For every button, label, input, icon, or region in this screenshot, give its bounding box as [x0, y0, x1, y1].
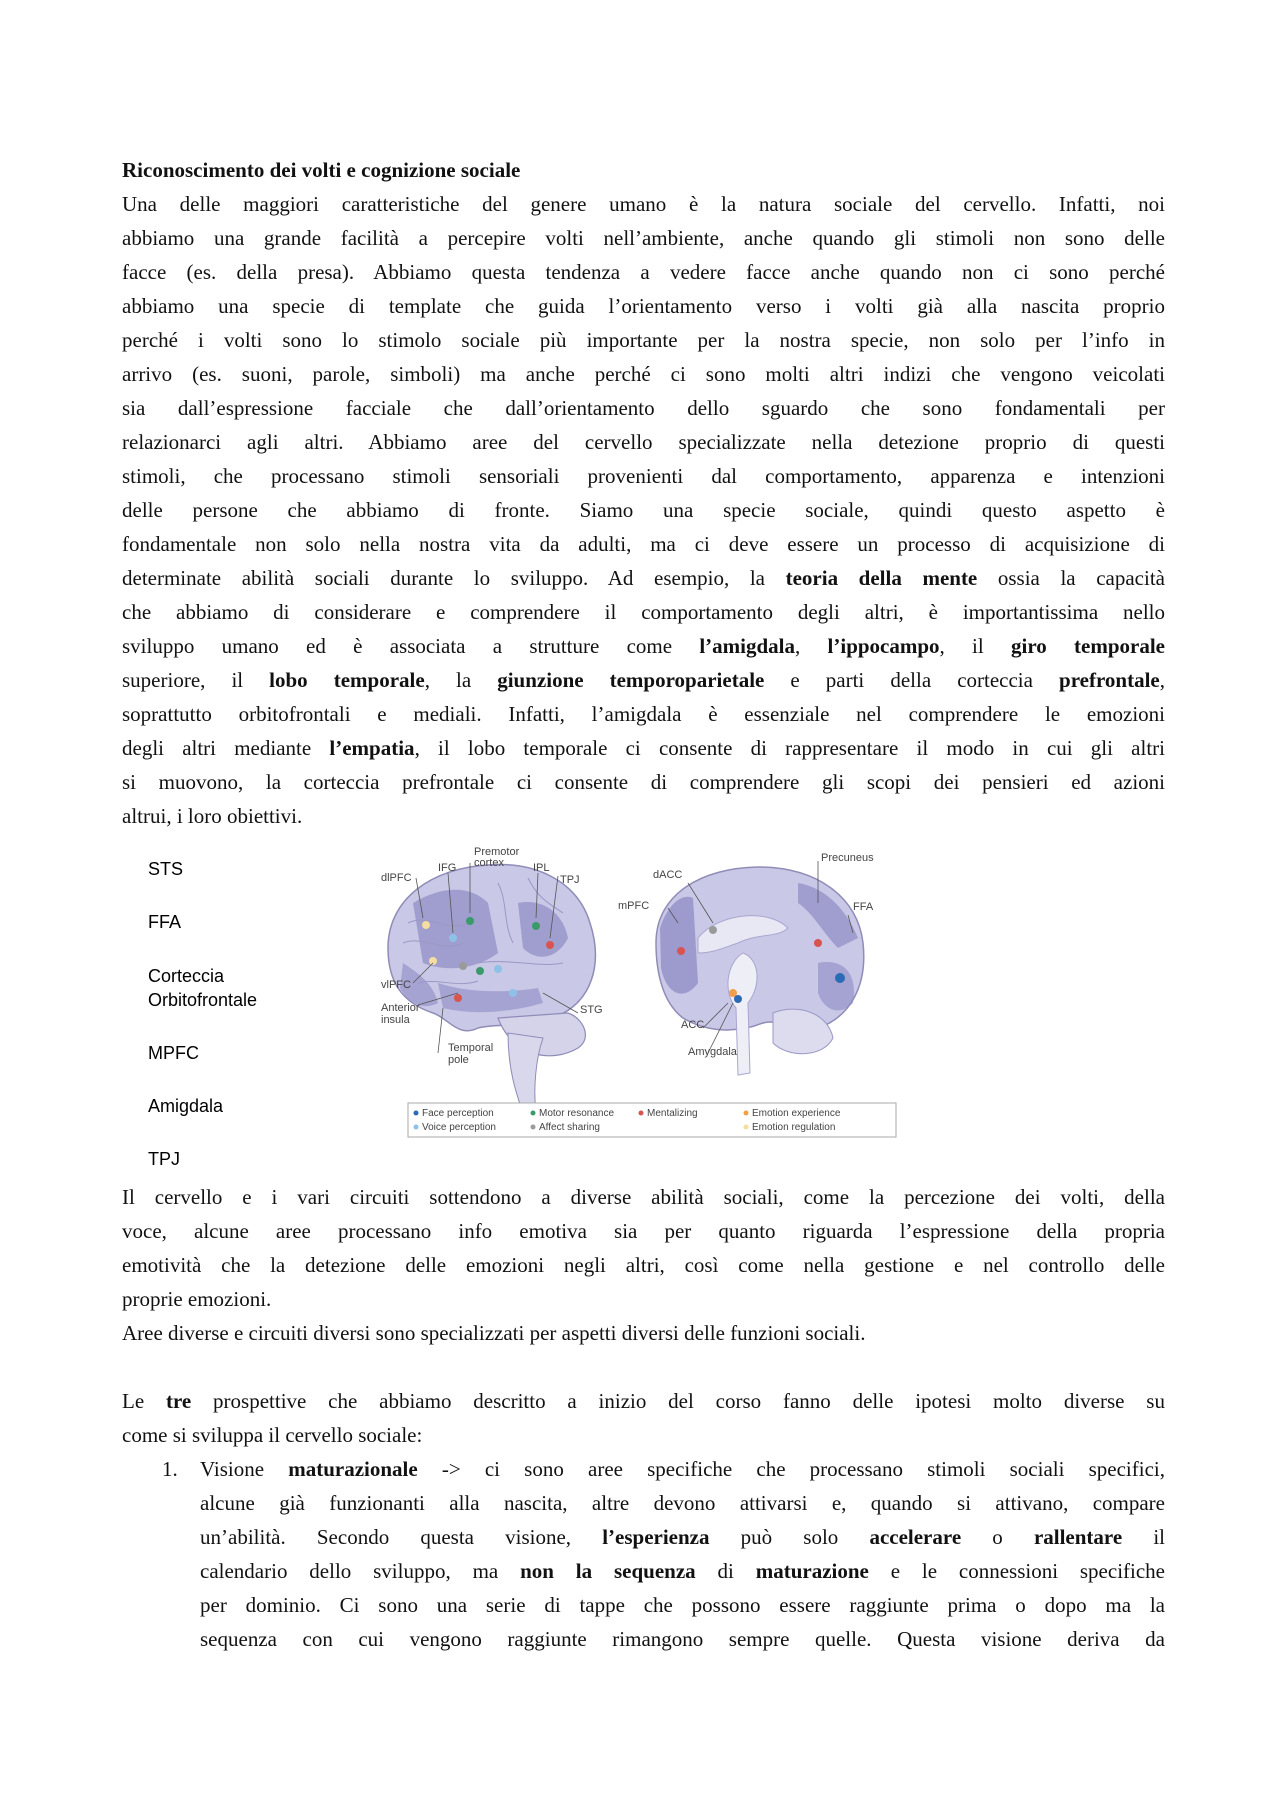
text-line: si muovono, la corteccia prefrontale ci consente di comprendere gli scopi dei pensieri ed azioni	[122, 770, 1165, 794]
list-item	[122, 1452, 1165, 1656]
text-line: un’abilità. Secondo questa visione, l’esperienza può solo accelerare o rallentare il	[200, 1525, 1165, 1549]
legend-mentalizing: Mentalizing	[647, 1108, 698, 1119]
text-line: sequenza con cui vengono raggiunte rimangono sempre quelle. Questa visione deriva da	[200, 1627, 1165, 1651]
label-amigdala: Amigdala	[148, 1096, 224, 1116]
medial-brain	[618, 852, 874, 1075]
text-line: Una delle maggiori caratteristiche del genere umano è la natura sociale del cervello. Infatti, noi	[122, 192, 1165, 216]
text-line: calendario dello sviluppo, ma non la sequenza di maturazione e le connessioni specifiche	[200, 1559, 1165, 1583]
fig-label-ifg: IFG	[438, 862, 457, 874]
text-line: perché i volti sono lo stimolo sociale più importante per la nostra specie, non solo per l’info in	[122, 328, 1165, 352]
text-line: come si sviluppa il cervello sociale:	[122, 1423, 423, 1447]
legend-face: Face perception	[422, 1108, 494, 1119]
fig-label-precuneus: Precuneus	[821, 852, 874, 864]
text-line: degli altri mediante l’empatia, il lobo temporale ci consente di rappresentare il modo in cui gli altri	[122, 736, 1165, 760]
text-line: emotività che la detezione delle emozioni negli altri, così come nella gestione e nel controllo delle	[122, 1253, 1165, 1277]
legend-emotion-reg: Emotion regulation	[752, 1122, 836, 1133]
figure-legend	[408, 1103, 896, 1137]
paragraph-intro	[122, 187, 1165, 833]
section-title: Riconoscimento dei volti e cognizione sociale	[122, 158, 521, 182]
text-line: Aree diverse e circuiti diversi sono specializzati per aspetti diversi delle funzioni sociali.	[122, 1321, 866, 1345]
brain-figure	[378, 843, 898, 1169]
label-mpfc: MPFC	[148, 1043, 199, 1063]
label-sts: STS	[148, 859, 184, 879]
text-line: che abbiamo di considerare e comprendere il comportamento degli altri, è importantissima nello	[122, 600, 1165, 624]
fig-label-premotor: Premotor	[474, 846, 520, 858]
text-line: abbiamo una grande facilità a percepire volti nell’ambiente, anche quando gli stimoli non sono delle	[122, 226, 1165, 250]
text-line: voce, alcune aree processano info emotiva sia per quanto riguarda l’espressione della propria	[122, 1219, 1165, 1243]
fig-label-dacc: dACC	[653, 869, 683, 881]
fig-label-ipl: IPL	[533, 862, 550, 874]
text-line: proprie emozioni.	[122, 1287, 272, 1311]
text-line: alcune già funzionanti alla nascita, altre devono attivarsi e, quando si attivano, compare	[200, 1491, 1165, 1515]
text-line: delle persone che abbiamo di fronte. Siamo una specie sociale, quindi questo aspetto è	[122, 498, 1165, 522]
label-ffa: FFA	[148, 912, 182, 932]
fig-label-temporal: Temporal	[448, 1042, 494, 1054]
fig-label-pole: pole	[448, 1054, 469, 1066]
text-line: superiore, il lobo temporale, la giunzione temporoparietale e parti della corteccia prefrontale,	[122, 668, 1165, 692]
fig-label-acc: ACC	[681, 1019, 705, 1031]
fig-label-tpj-fig: TPJ	[560, 874, 580, 886]
legend-motor: Motor resonance	[539, 1108, 615, 1119]
text-line: determinate abilità sociali durante lo sviluppo. Ad esempio, la teoria della mente ossia la capacità	[122, 566, 1165, 590]
list-number: 1.	[162, 1457, 178, 1481]
fig-label-dlpfc: dlPFC	[381, 872, 412, 884]
fig-label-vlpfc: vlPFC	[381, 979, 411, 991]
fig-label-amygdala: Amygdala	[688, 1046, 737, 1058]
text-line: altrui, i loro obiettivi.	[122, 804, 303, 828]
fig-label-ffa-fig: FFA	[853, 901, 874, 913]
text-line: sviluppo umano ed è associata a strutture come l’amigdala, l’ippocampo, il giro temporale	[122, 634, 1165, 658]
fig-label-insula: insula	[381, 1014, 410, 1026]
label-tpj: TPJ	[148, 1149, 181, 1169]
fig-label-stg: STG	[580, 1004, 603, 1016]
fig-label-mpfc-fig: mPFC	[618, 900, 650, 912]
fig-label-cortex: cortex	[474, 857, 504, 869]
label-corteccia: Corteccia	[148, 966, 225, 986]
text-line: sia dall’espressione facciale che dall’orientamento dello sguardo che sono fondamentali per	[122, 396, 1165, 420]
text-line: Visione maturazionale -> ci sono aree specifiche che processano stimoli sociali specifici,	[200, 1457, 1165, 1481]
text-line: relazionarci agli altri. Abbiamo aree del cervello specializzate nella detezione proprio di questi	[122, 430, 1165, 454]
label-orbitofrontale: Orbitofrontale	[148, 990, 258, 1010]
text-line: soprattutto orbitofrontali e mediali. Infatti, l’amigdala è essenziale nel comprendere le emozioni	[122, 702, 1165, 726]
paragraph-perspectives	[122, 1384, 1165, 1452]
fig-label-anterior: Anterior	[381, 1002, 420, 1014]
text-line: per dominio. Ci sono una serie di tappe che possono essere raggiunte prima o dopo ma la	[200, 1593, 1165, 1617]
lateral-brain	[381, 846, 603, 1113]
text-line: Il cervello e i vari circuiti sottendono a diverse abilità sociali, come la percezione dei volti, della	[122, 1185, 1165, 1209]
text-line: abbiamo una specie di template che guida l’orientamento verso i volti già alla nascita proprio	[122, 294, 1165, 318]
legend-voice: Voice perception	[422, 1122, 496, 1133]
numbered-list	[122, 1452, 1165, 1656]
paragraph-circuits	[122, 1180, 1165, 1350]
legend-emotion-exp: Emotion experience	[752, 1108, 841, 1119]
text-line: arrivo (es. suoni, parole, simboli) ma anche perché ci sono molti altri indizi che vengono veicolati	[122, 362, 1165, 386]
legend-affect: Affect sharing	[539, 1122, 600, 1133]
text-line: Le tre prospettive che abbiamo descritto a inizio del corso fanno delle ipotesi molto diverse su	[122, 1389, 1165, 1413]
text-line: stimoli, che processano stimoli sensoriali provenienti dal comportamento, apparenza e intenzioni	[122, 464, 1165, 488]
text-line: facce (es. della presa). Abbiamo questa tendenza a vedere facce anche quando non ci sono perché	[122, 260, 1165, 284]
text-line: fondamentale non solo nella nostra vita da adulti, ma ci deve essere un processo di acquisizione di	[122, 532, 1165, 556]
